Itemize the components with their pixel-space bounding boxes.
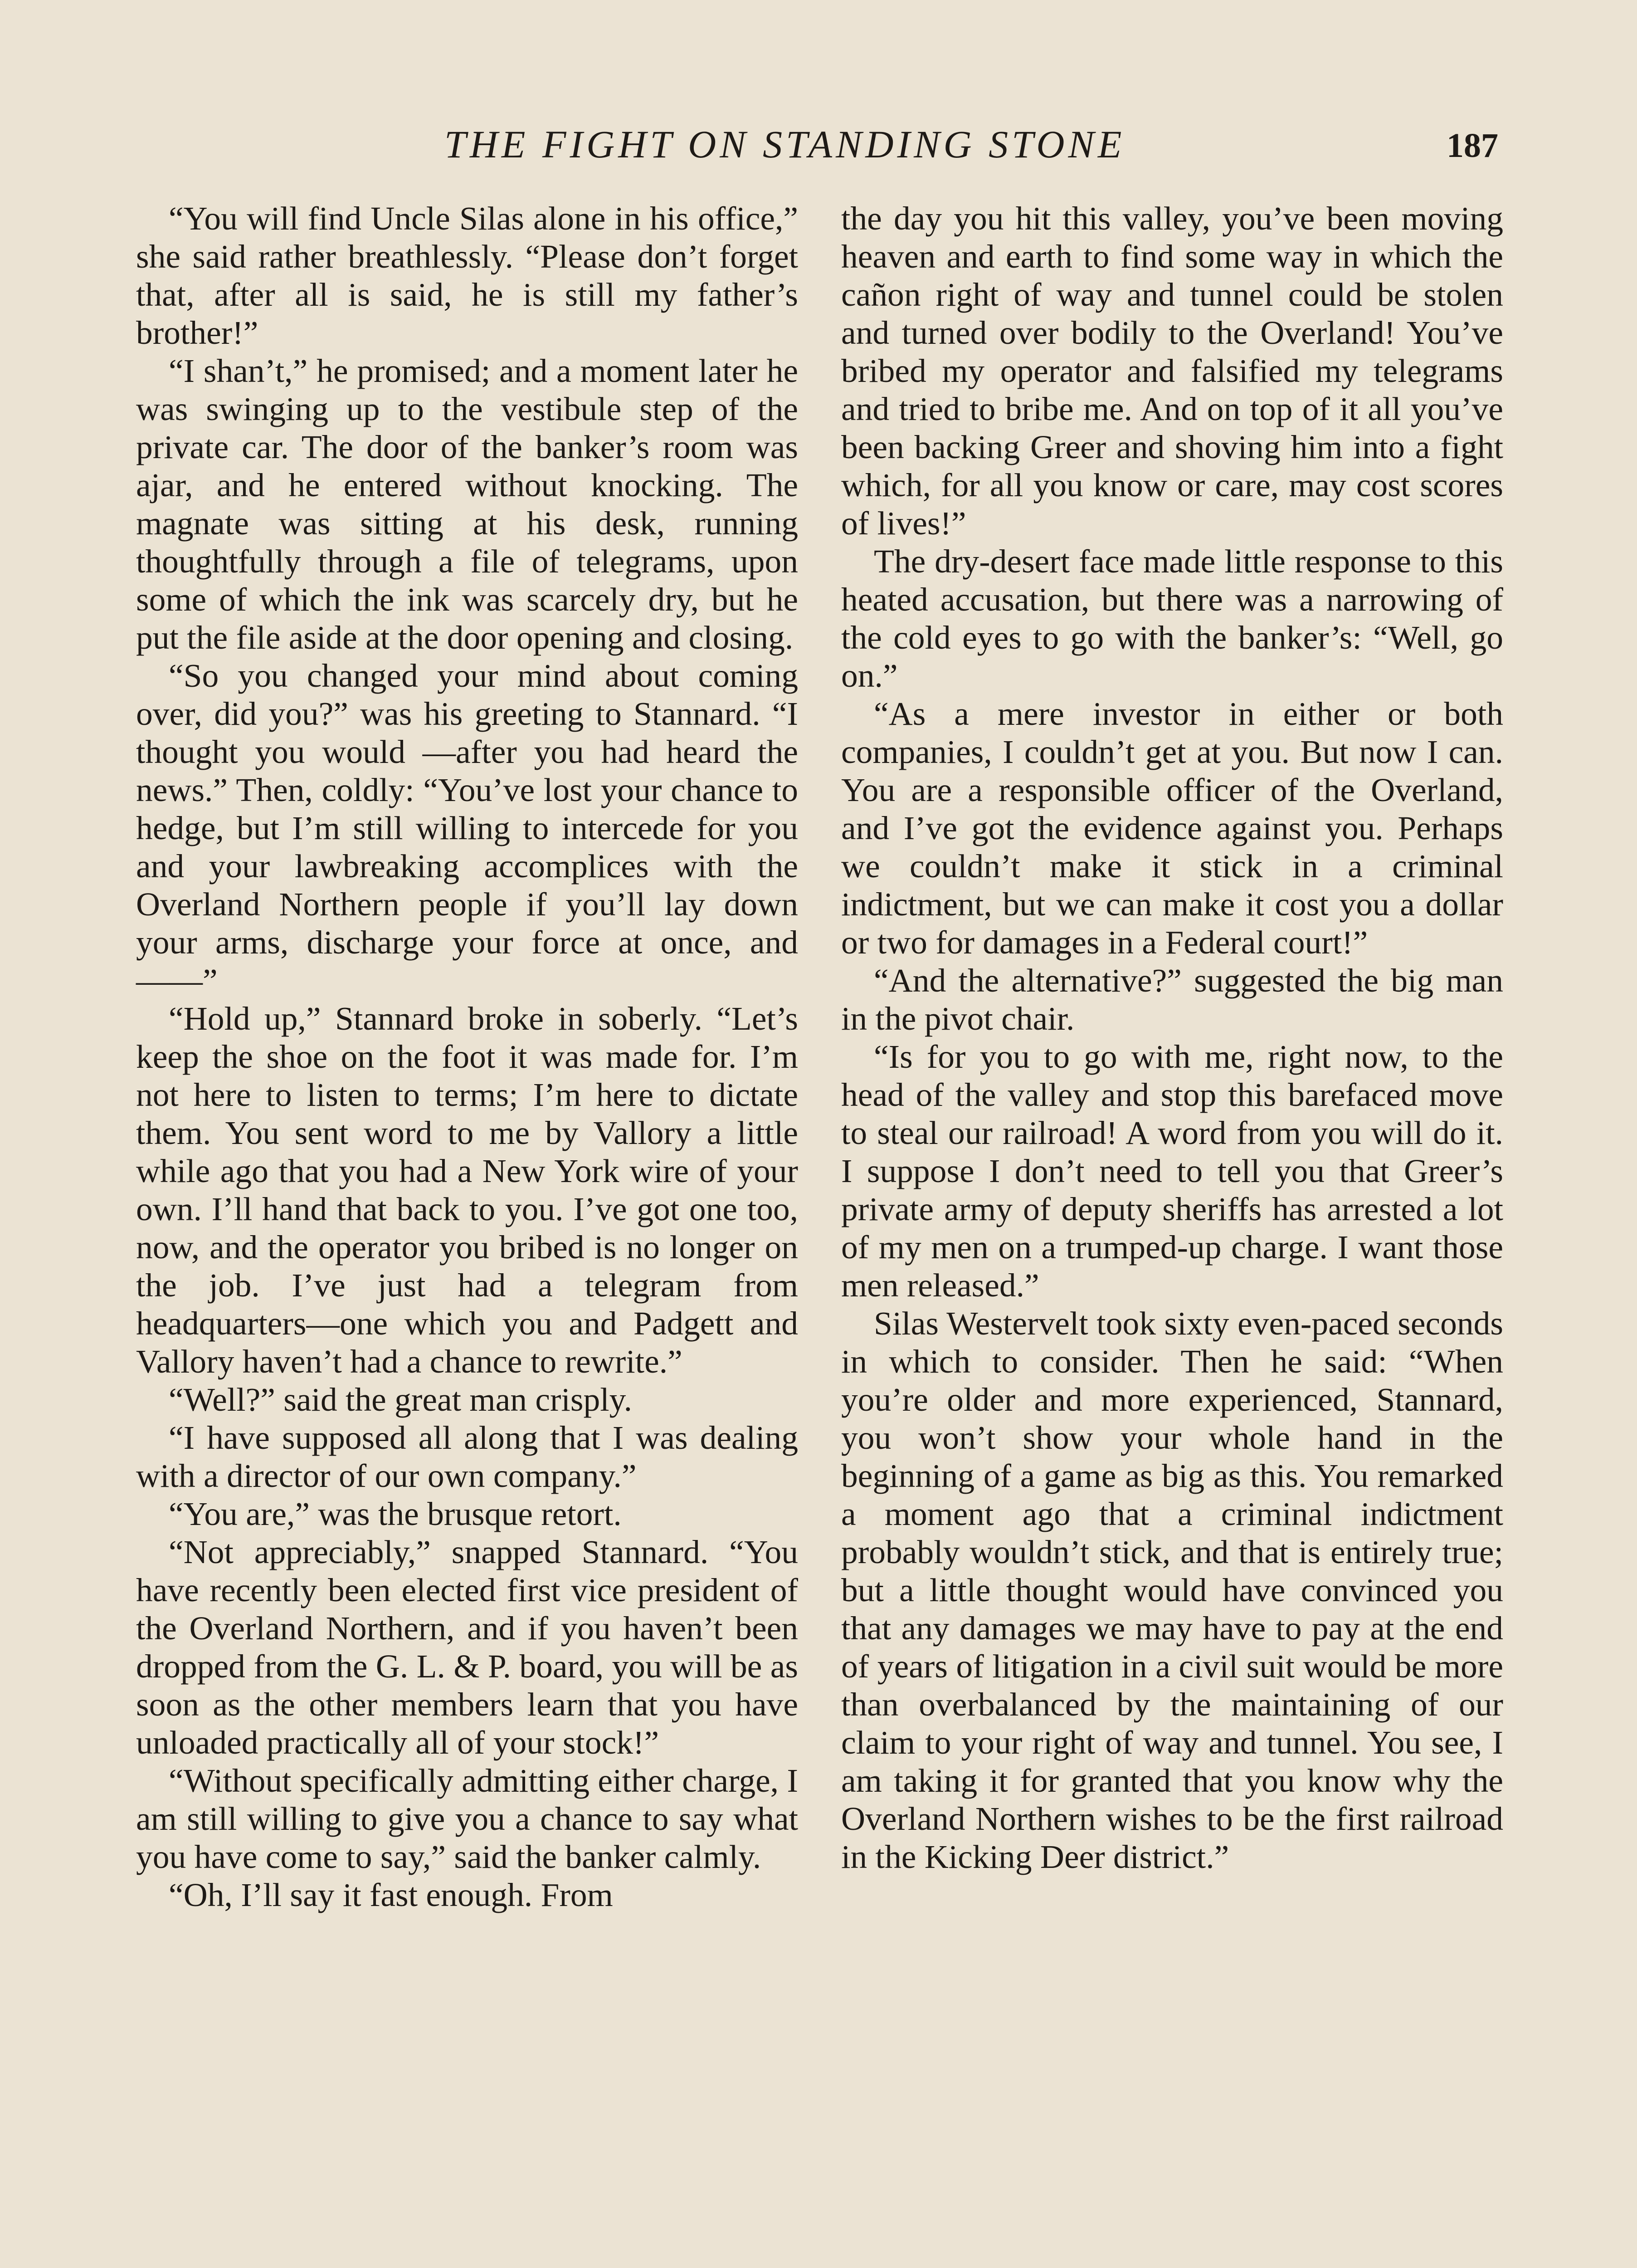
paragraph: “Hold up,” Stannard broke in soberly. “Let’s keep the shoe on the foot it was made for. I’m not here to listen to terms; I’m here to dictate them. You sent word to me by Vallory a little while ago that you had a New York wire of your own. I’ll hand that back to you. I’ve got one too, now, and the operator you bribed is no longer on the job. I’ve just had a telegram from headquarters—one which you and Padgett and Vallory haven’t had a chance to rewrite.” [136, 1000, 798, 1380]
left-column [136, 200, 798, 1914]
paragraph: The dry-desert face made little response to this heated accusation, but there was a narrowing of the cold eyes to go with the banker’s: “Well, go on.” [841, 543, 1503, 694]
running-title: THE FIGHT ON STANDING STONE [444, 122, 1125, 166]
paragraph: “Oh, I’ll say it fast enough. From [169, 1877, 613, 1913]
right-column [841, 200, 1503, 1876]
paragraph: “I have supposed all along that I was dealing with a director of our own company.” [136, 1419, 798, 1494]
paragraph: “Well?” said the great man crisply. [169, 1381, 632, 1418]
paragraph: “Not appreciably,” snapped Stannard. “You have recently been elected first vice president of the Overland Northern, and if you haven’t been dropped from the G. L. & P. board, you will be as soon as the other members learn that you have unloaded practically all of your stock!” [136, 1534, 798, 1761]
running-head [0, 113, 1637, 177]
paragraph: “And the alternative?” suggested the big man in the pivot chair. [841, 962, 1503, 1037]
paragraph-continued: the day you hit this valley, you’ve been moving heaven and earth to find some way in which the cañon right of way and tunnel could be stolen and turned over bodily to the Overland! You’ve bribed my operator and falsified my telegrams and tried to bribe me. And on top of it all you’ve been backing Greer and shoving him into a fight which, for all you know or care, may cost scores of lives!” [841, 200, 1503, 542]
paragraph: “As a mere investor in either or both companies, I couldn’t get at you. But now I can. You are a responsible officer of the Overland, and I’ve got the evidence against you. Perhaps we couldn’t make it stick in a criminal indictment, but we can make it cost you a dollar or two for damages in a Federal court!” [841, 695, 1503, 961]
paragraph: “Is for you to go with me, right now, to the head of the valley and stop this barefaced move to steal our railroad! A word from you will do it. I suppose I don’t need to tell you that Greer’s private army of deputy sheriffs has arrested a lot of my men on a trumped-up charge. I want those men released.” [841, 1038, 1503, 1304]
paragraph: Silas Westervelt took sixty even-paced seconds in which to consider. Then he said: “When you’re older and more experienced, Stannard, you won’t show your whole hand in the beginning of a game as big as this. You remarked a moment ago that a criminal indictment probably wouldn’t stick, and that is entirely true; but a little thought would have convinced you that any damages we may have to pay at the end of years of litigation in a civil suit would be more than overbalanced by the maintaining of our claim to your right of way and tunnel. You see, I am taking it for granted that you know why the Overland Northern wishes to be the first railroad in the Kicking Deer district.” [841, 1305, 1503, 1875]
paragraph: “You are,” was the brusque retort. [169, 1496, 622, 1532]
paragraph: “I shan’t,” he promised; and a moment later he was swinging up to the vestibule step of the private car. The door of the banker’s room was ajar, and he entered without knocking. The magnate was sitting at his desk, running thoughtfully through a file of telegrams, upon some of which the ink was scarcely dry, but he put the file aside at the door opening and closing. [136, 352, 798, 656]
page-number: 187 [1447, 127, 1498, 165]
paragraph: “Without specifically admitting either charge, I am still willing to give you a chance to say what you have come to say,” said the banker calmly. [136, 1762, 798, 1875]
paragraph: “You will find Uncle Silas alone in his office,” she said rather breathlessly. “Please don’t forget that, after all is said, he is still my father’s brother!” [136, 200, 798, 351]
paragraph: “So you changed your mind about coming over, did you?” was his greeting to Stannard. “I thought you would —after you had heard the news.” Then, coldly: “You’ve lost your chance to hedge, but I’m still willing to intercede for you and your lawbreaking accomplices with the Overland Northern people if you’ll lay down your arms, discharge your force at once, and——” [136, 657, 798, 999]
